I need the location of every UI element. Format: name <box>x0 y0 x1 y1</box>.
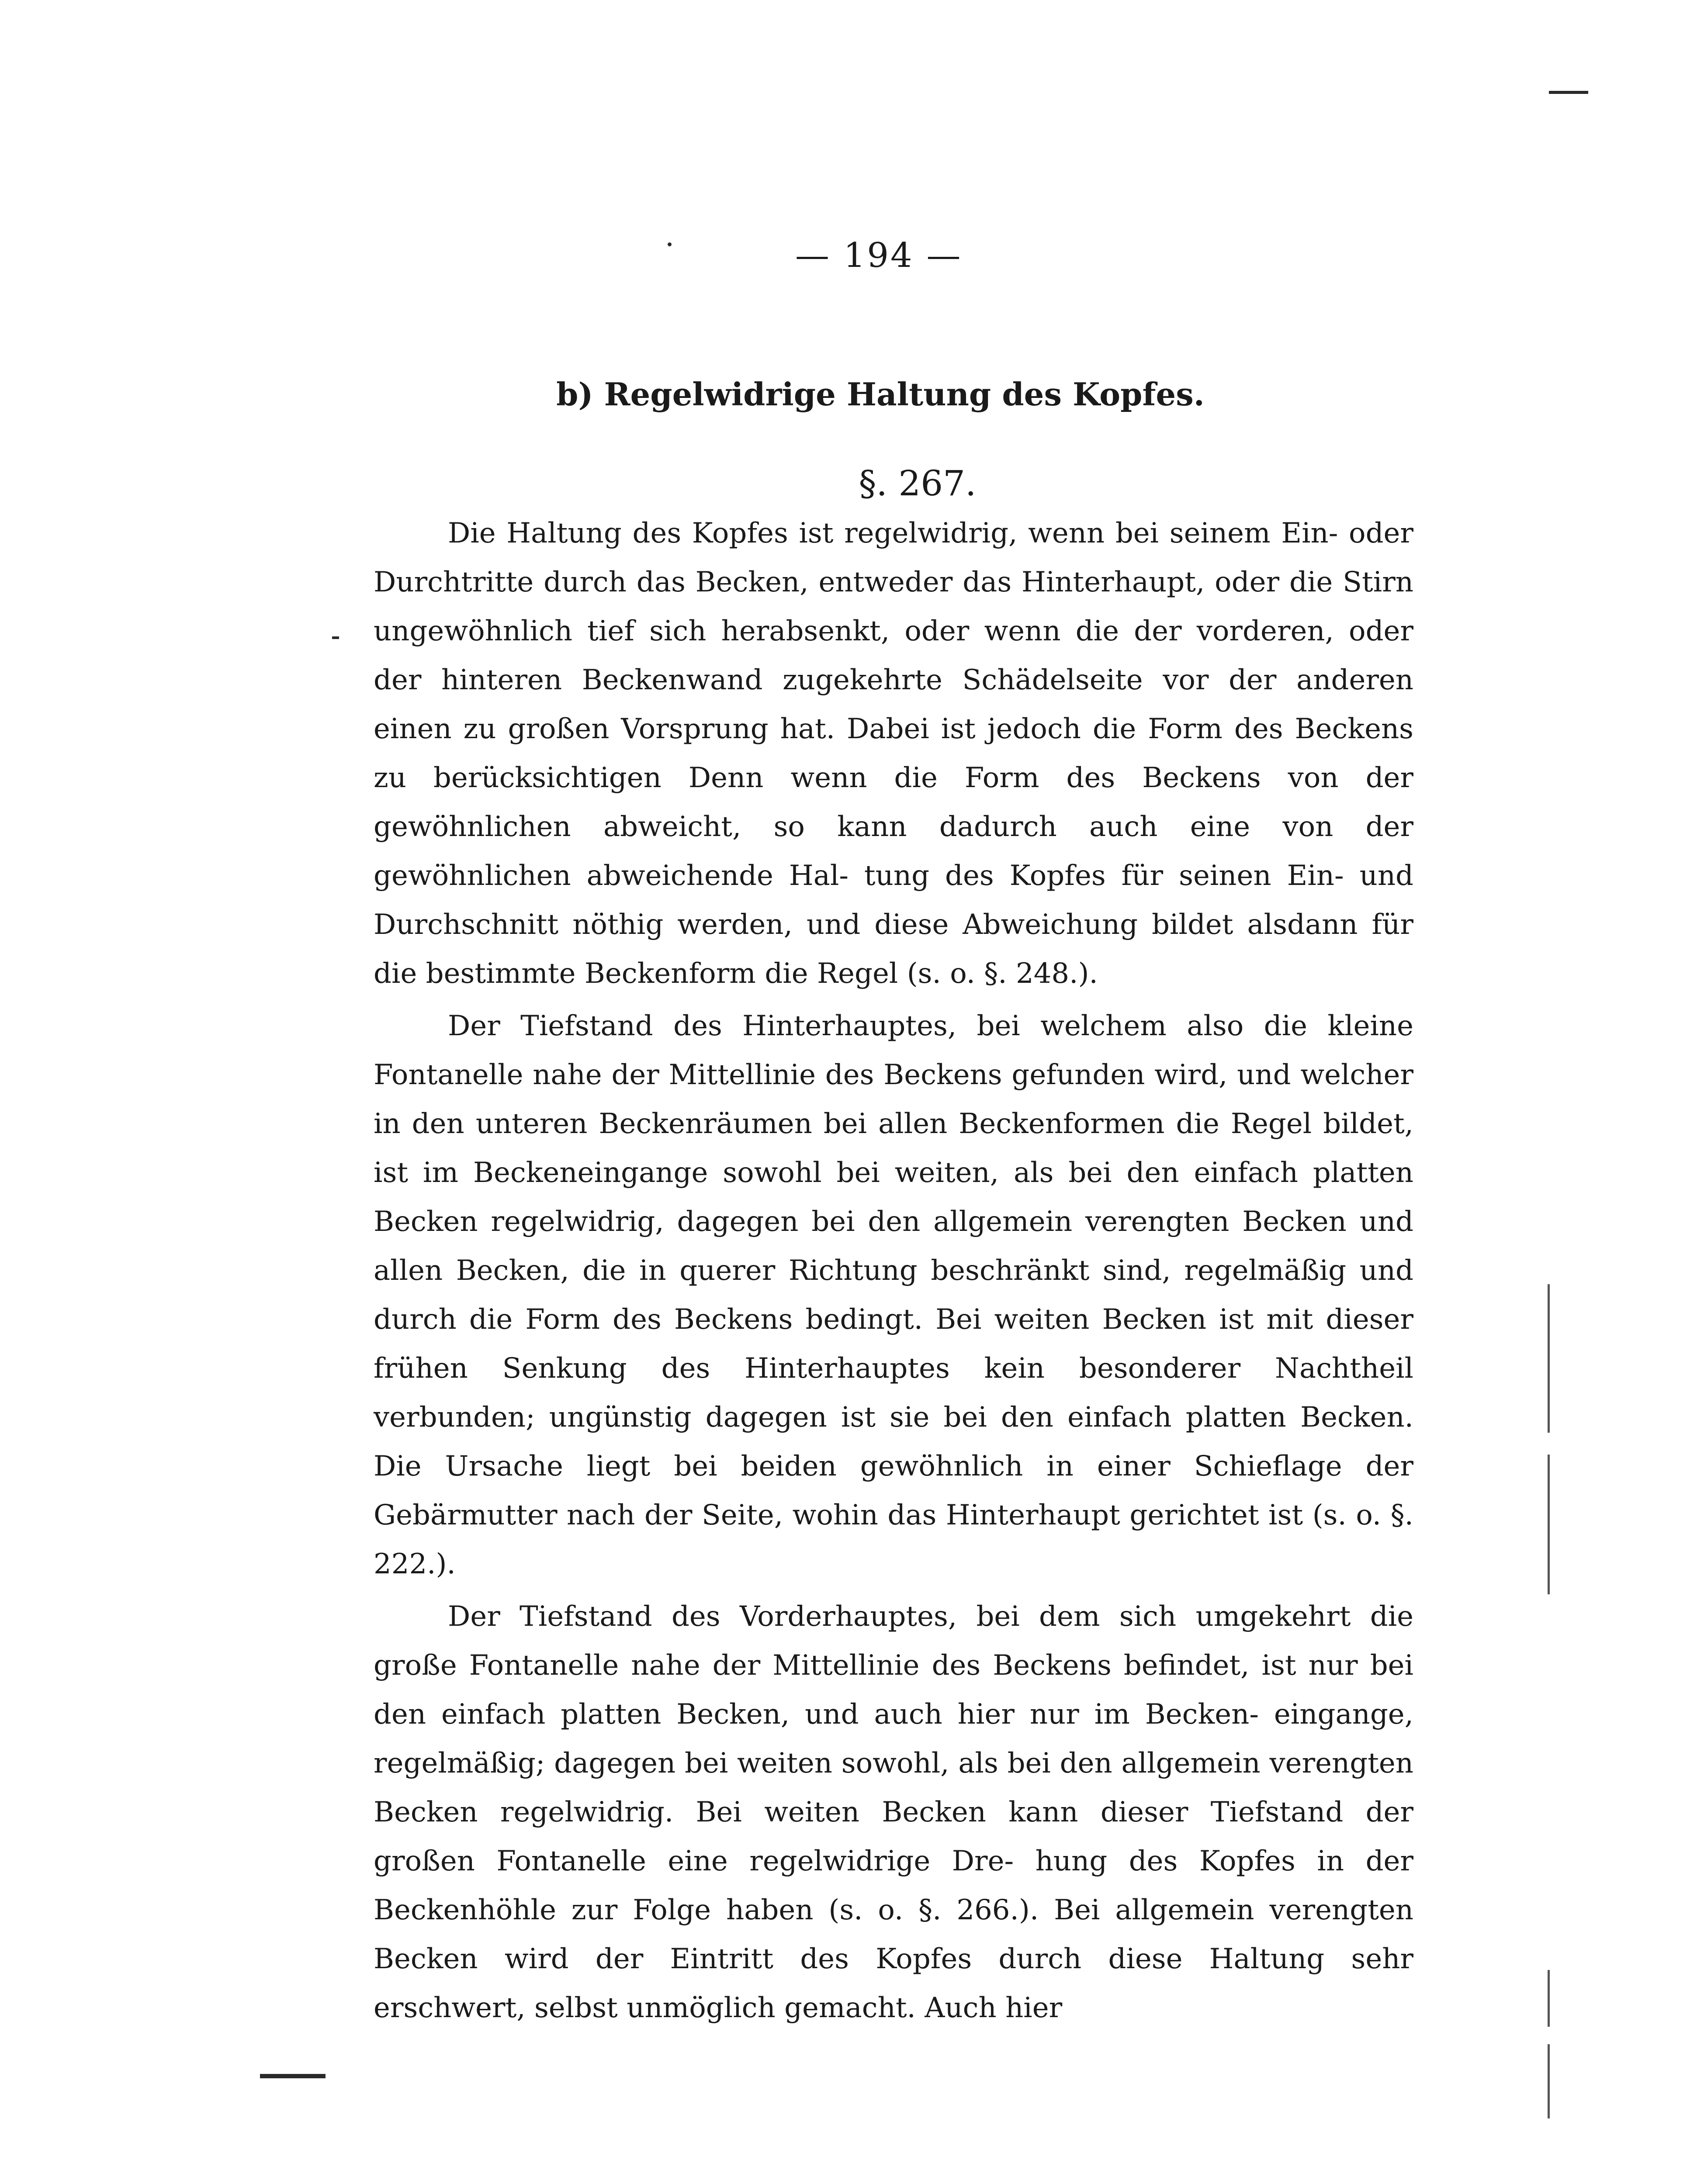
section-number: §. 267. <box>859 463 977 504</box>
paragraph: Die Haltung des Kopfes ist regelwidrig, wenn bei seinem Ein- oder Durchtritte durch das Becken, entweder das Hinterhaupt, oder die Stirn ungewöhnlich tief sich herabsenkt, oder wenn die der vorderen, oder der hinteren Beckenwand zugekehrte Schädelseite vor der anderen einen zu großen Vorsprung hat. Dabei ist jedoch die Form des Beckens zu berücksichtigen Denn wenn die Form des Beckens von der gewöhnlichen abweicht, so kann dadurch auch eine von der gewöhnlichen abweichende Hal- tung des Kopfes für seinen Ein- und Durchschnitt nöthig werden, und diese Abweichung bildet alsdann für die bestimmte Beckenform die Regel (s. o. §. 248.). <box>374 517 1413 990</box>
subheading: b) Regelwidrige Haltung des Kopfes. <box>556 376 1205 413</box>
margin-line <box>1548 1284 1550 1433</box>
margin-line <box>1548 2044 1550 2118</box>
scan-mark-top-right <box>1549 91 1588 94</box>
body-text <box>374 509 1413 2032</box>
scan-mark-bottom-left <box>260 2074 326 2078</box>
scan-dot <box>668 242 672 246</box>
paragraph: Der Tiefstand des Hinterhauptes, bei welchem also die kleine Fontanelle nahe der Mittellinie des Beckens gefunden wird, und welcher in den unteren Beckenräumen bei allen Beckenformen die Regel bildet, ist im Beckeneingange sowohl bei weiten, als bei den einfach platten Becken regelwidrig, dagegen bei den allgemein verengten Becken und allen Becken, die in querer Richtung beschränkt sind, regelmäßig und durch die Form des Beckens bedingt. Bei weiten Becken ist mit dieser frühen Senkung des Hinterhauptes kein besonderer Nachtheil verbunden; ungünstig dagegen ist sie bei den einfach platten Becken. Die Ursache liegt bei beiden gewöhnlich in einer Schieflage der Gebärmutter nach der Seite, wohin das Hinterhaupt gerichtet ist (s. o. §. 222.). <box>374 1010 1413 1580</box>
scan-mark-left <box>332 636 339 639</box>
page-number: — 194 — <box>795 236 963 275</box>
paragraph: Der Tiefstand des Vorderhauptes, bei dem sich umgekehrt die große Fontanelle nahe der Mittellinie des Beckens befindet, ist nur bei den einfach platten Becken, und auch hier nur im Becken- eingange, regelmäßig; dagegen bei weiten sowohl, als bei den allgemein verengten Becken regelwidrig. Bei weiten Becken kann dieser Tiefstand der großen Fontanelle eine regelwidrige Dre- hung des Kopfes in der Beckenhöhle zur Folge haben (s. o. §. 266.). Bei allgemein verengten Becken wird der Eintritt des Kopfes durch diese Haltung sehr erschwert, selbst unmöglich gemacht. Auch hier <box>374 1600 1413 2024</box>
margin-line <box>1548 1455 1550 1594</box>
margin-line <box>1548 1970 1550 2027</box>
